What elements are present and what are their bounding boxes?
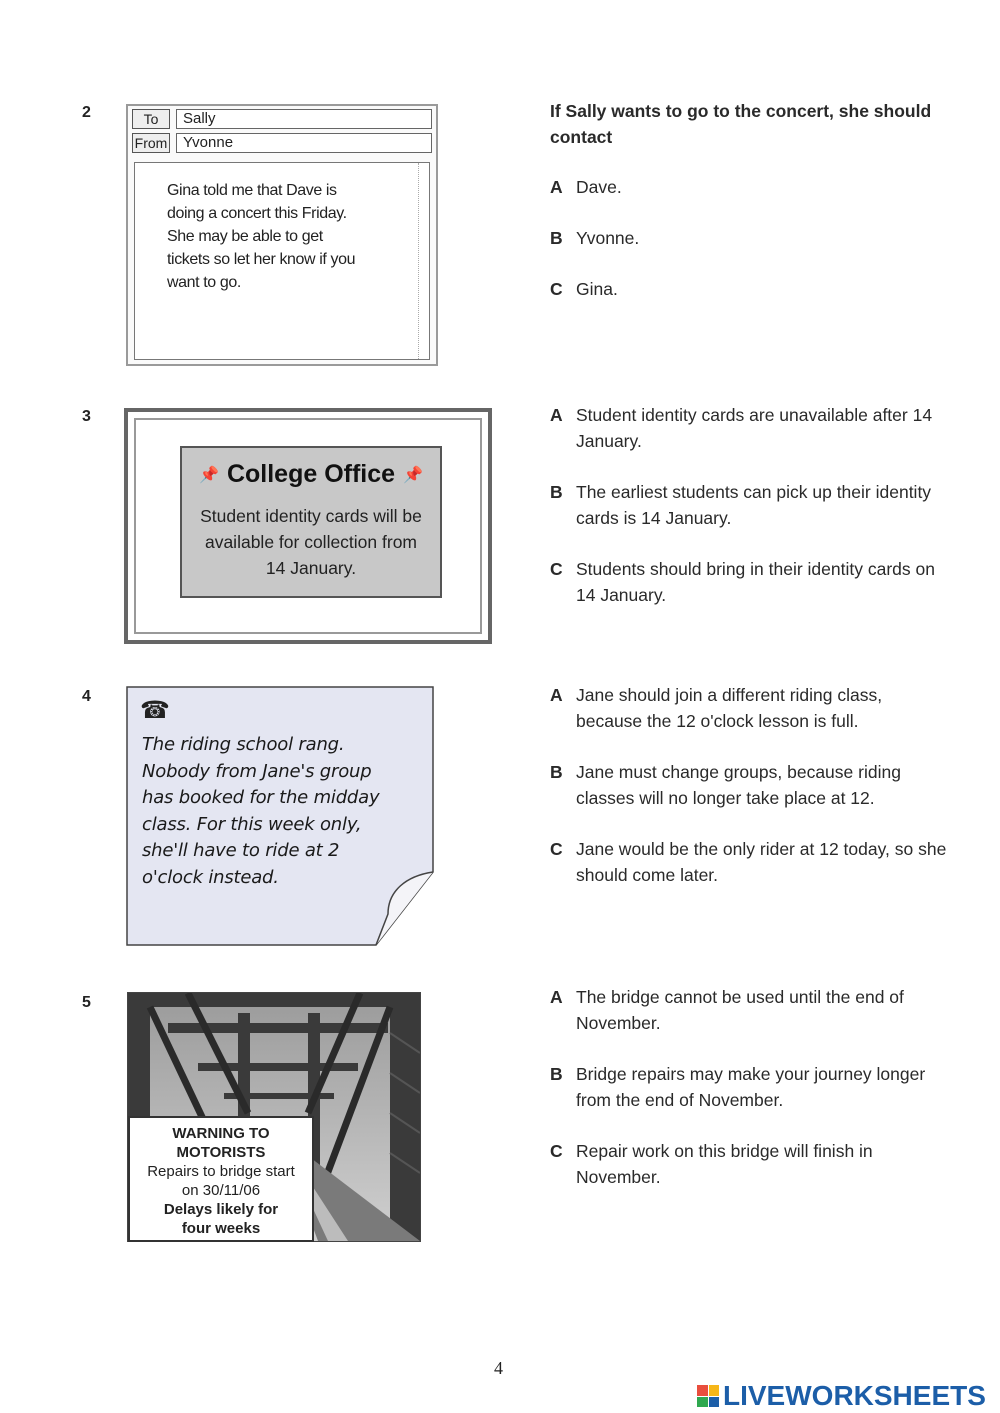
warning-sign [128,1116,314,1242]
option-c[interactable] [550,556,950,608]
sign-line: on 30/11/06 [181,1182,261,1199]
option-c[interactable] [550,1138,950,1190]
email-line: doing a concert this Friday. [167,205,347,222]
notice-line: Student identity cards will be [200,506,422,526]
sign-line: WARNING TO [172,1125,270,1142]
email-window [126,104,438,366]
options-q3 [550,402,950,633]
question-number-3: 3 [82,408,91,425]
options-q5 [550,984,950,1215]
email-scrollbar [418,163,429,359]
question-number-4: 4 [82,688,91,705]
email-line: want to go. [167,274,241,291]
notice-title: College Office [226,460,396,488]
option-text: Jane should join a different riding class, because the 12 o'clock lesson is full. [576,685,883,731]
email-from-row [128,132,436,154]
option-a[interactable] [550,984,950,1036]
note-message [142,732,422,891]
to-label: To [132,109,170,129]
option-letter: B [550,1064,563,1084]
sign-line: four weeks [181,1220,261,1237]
note-line: class. For this week only, [142,813,362,835]
email-body [134,162,430,360]
option-letter: A [550,177,563,197]
from-field: Yvonne [176,133,432,153]
option-text: The earliest students can pick up their identity cards is 14 January. [576,482,932,528]
option-letter: A [550,685,563,705]
option-letter: A [550,987,563,1007]
option-a[interactable] [550,682,950,734]
note-line: has booked for the midday [142,787,380,808]
option-text: Students should bring in their identity cards on 14 January. [576,559,935,605]
option-letter: B [550,762,563,782]
option-b[interactable] [550,225,950,251]
logo-mark-icon [697,1385,719,1407]
email-line: Gina told me that Dave is [167,182,337,199]
phone-message-note [126,686,434,946]
option-text: Jane would be the only rider at 12 today, so she should come later. [576,839,947,885]
notice-text [182,503,440,581]
from-label: From [132,133,170,153]
college-notice [180,446,442,598]
option-text: Yvonne. [576,228,640,248]
option-text: Gina. [576,279,618,299]
option-letter: C [550,279,563,299]
pin-icon: 📌 [403,467,423,485]
option-letter: C [550,1141,563,1161]
option-text: Bridge repairs may make your journey longer from the end of November. [576,1064,926,1110]
option-b[interactable] [550,1061,950,1113]
option-c[interactable] [550,836,950,888]
option-text: Dave. [576,177,622,197]
option-letter: B [550,482,563,502]
option-b[interactable] [550,759,950,811]
email-line: tickets so let her know if you [167,251,356,268]
option-text: Student identity cards are unavailable after 14 January. [576,405,933,451]
page-number: 4 [494,1358,503,1378]
sign-line: Delays likely for [163,1201,279,1218]
question-stem: If Sally wants to go to the concert, she should contact [550,101,932,147]
notice-board [124,408,492,644]
options-q2 [550,98,950,327]
pin-icon: 📌 [199,467,219,485]
options-q4 [550,682,950,913]
to-field: Sally [176,109,432,129]
option-c[interactable] [550,276,950,302]
sign-line: Repairs to bridge start [147,1163,295,1180]
notice-line: 14 January. [265,558,357,578]
option-letter: C [550,839,563,859]
note-line: she'll have to ride at 2 [142,840,340,861]
note-line: o'clock instead. [142,866,279,888]
option-text: Repair work on this bridge will finish in November. [576,1141,873,1187]
question-number-2: 2 [82,104,91,121]
notice-title-row [182,460,440,489]
liveworksheets-logo [697,1380,986,1412]
option-a[interactable] [550,174,950,200]
telephone-icon: ☎ [140,697,170,724]
email-to-row [128,108,436,130]
note-line: Nobody from Jane's group [142,760,372,782]
brand-name: LIVEWORKSHEETS [723,1380,986,1411]
option-letter: C [550,559,563,579]
option-text: The bridge cannot be used until the end of November. [576,987,904,1033]
option-letter: B [550,228,563,248]
option-a[interactable] [550,402,950,454]
note-line: The riding school rang. [142,734,345,755]
option-letter: A [550,405,563,425]
sign-line: MOTORISTS [176,1144,266,1161]
option-b[interactable] [550,479,950,531]
notice-line: available for collection from [204,532,418,552]
option-text: Jane must change groups, because riding classes will no longer take place at 12. [576,762,901,808]
question-number-5: 5 [82,994,91,1011]
email-line: She may be able to get [167,228,323,245]
